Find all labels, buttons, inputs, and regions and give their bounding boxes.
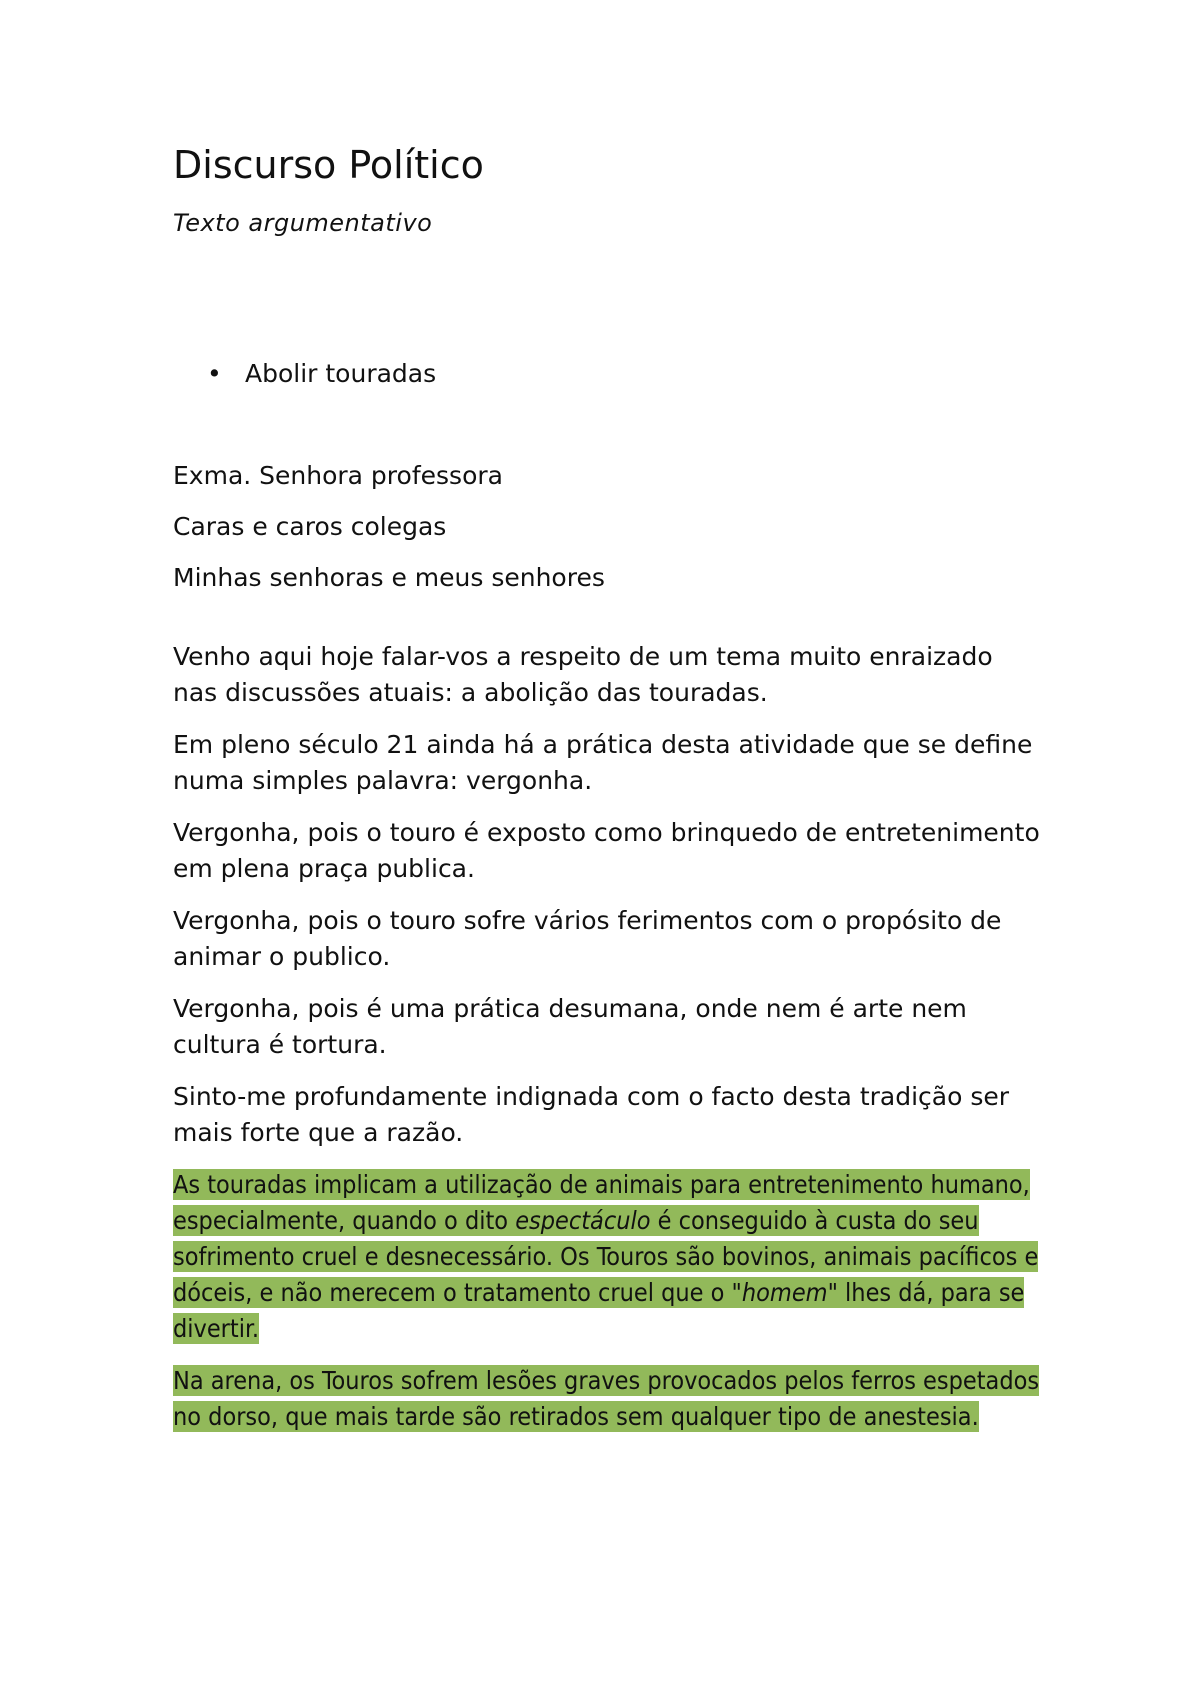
italic-text-run: espectáculo bbox=[515, 1206, 651, 1235]
document-body bbox=[173, 138, 1043, 1451]
paragraph: Sinto-me profundamente indignada com o facto desta tradição ser mais forte que a razão. bbox=[173, 1082, 1010, 1147]
text-run: " lhes dá, para se divertir. bbox=[173, 1278, 1025, 1343]
bullet-list bbox=[173, 357, 1043, 391]
paragraph: Vergonha, pois é uma prática desumana, onde nem é arte nem cultura é tortura. bbox=[173, 994, 967, 1059]
salutation-line: Caras e caros colegas bbox=[173, 512, 447, 541]
bullet-icon: • bbox=[207, 359, 222, 388]
paragraph: Venho aqui hoje falar-vos a respeito de um tema muito enraizado nas discussões atuais: a abolição das touradas. bbox=[173, 642, 993, 707]
list-item-text: Abolir touradas bbox=[245, 359, 437, 388]
paragraph: Vergonha, pois o touro sofre vários ferimentos com o propósito de animar o publico. bbox=[173, 906, 1002, 971]
highlight bbox=[173, 1169, 1038, 1344]
highlighted-paragraph bbox=[173, 1167, 1043, 1347]
highlighted-paragraph bbox=[173, 1363, 1043, 1435]
speech-body bbox=[173, 639, 1043, 1435]
salutation-line: Minhas senhoras e meus senhores bbox=[173, 563, 605, 592]
paragraph: Vergonha, pois o touro é exposto como brinquedo de entretenimento em plena praça publica. bbox=[173, 818, 1040, 883]
document-subtitle: Texto argumentativo bbox=[173, 209, 433, 237]
paragraph: Em pleno século 21 ainda há a prática desta atividade que se define numa simples palavra: vergonha. bbox=[173, 730, 1033, 795]
list-item bbox=[173, 357, 1043, 391]
text-run: As touradas implicam a utilização de animais para entretenimento humano, especialmente, quando o dito bbox=[173, 1170, 1030, 1235]
italic-text-run: homem bbox=[741, 1278, 828, 1307]
salutation-line: Exma. Senhora professora bbox=[173, 461, 503, 490]
highlight: Na arena, os Touros sofrem lesões graves provocados pelos ferros espetados no dorso, que mais tarde são retirados sem qualquer tipo de anestesia. bbox=[173, 1366, 1040, 1431]
document-title: Discurso Político bbox=[173, 143, 484, 187]
text-run: é conseguido à custa do seu sofrimento cruel e desnecessário. Os Touros são bovinos, animais pacíficos e dóceis, e não merecem o tratamento cruel que o " bbox=[173, 1206, 1039, 1307]
salutations bbox=[173, 459, 1043, 595]
